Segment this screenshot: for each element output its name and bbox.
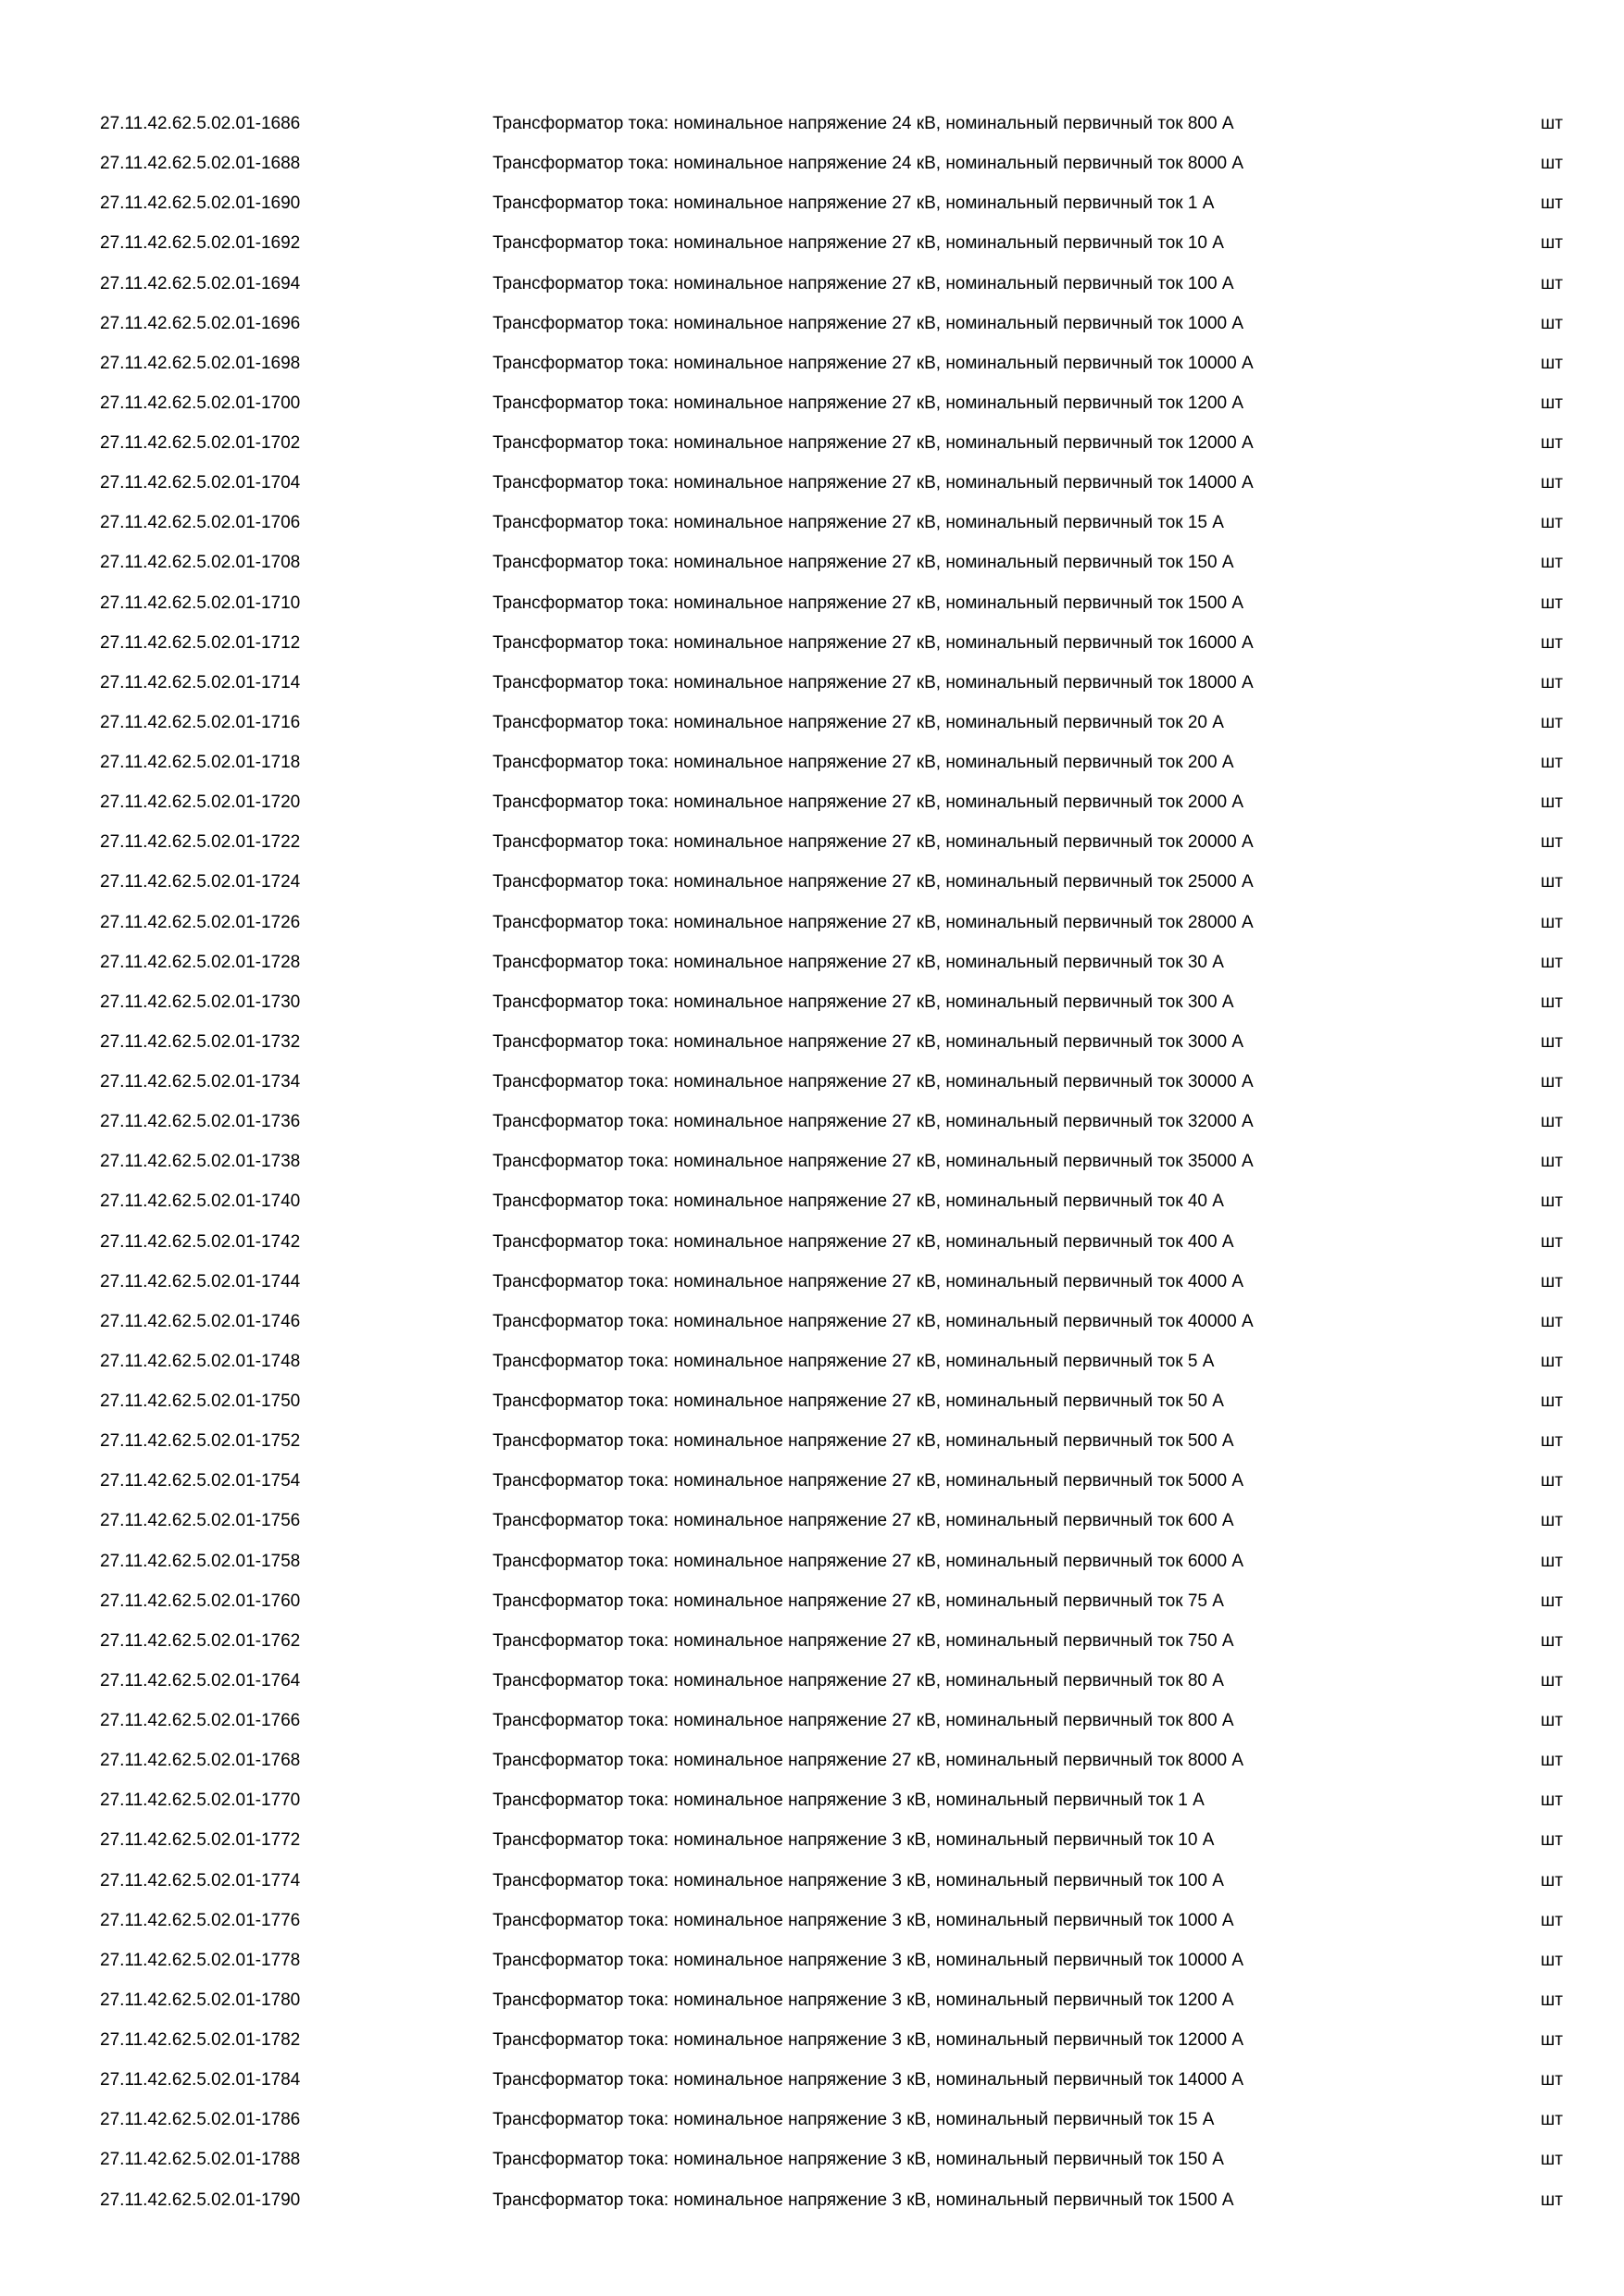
item-unit: шт [1541,1152,1563,1172]
table-row [0,343,1624,383]
item-unit: шт [1541,1391,1563,1411]
item-description: Трансформатор тока: номинальное напряжение 27 кВ, номинальный первичный ток 10000 А [493,353,1254,373]
item-description: Трансформатор тока: номинальное напряжение 27 кВ, номинальный первичный ток 800 А [493,1711,1234,1730]
item-code: 27.11.42.62.5.02.01-1750 [100,1391,301,1411]
item-code: 27.11.42.62.5.02.01-1732 [100,1031,301,1052]
item-unit: шт [1541,1511,1563,1531]
item-code: 27.11.42.62.5.02.01-1746 [100,1311,301,1331]
item-description: Трансформатор тока: номинальное напряжение 27 кВ, номинальный первичный ток 6000 А [493,1551,1244,1571]
item-description: Трансформатор тока: номинальное напряжение 27 кВ, номинальный первичный ток 1200 А [493,393,1244,413]
item-description: Трансформатор тока: номинальное напряжение 24 кВ, номинальный первичный ток 8000 А [493,154,1244,174]
item-unit: шт [1541,1231,1563,1252]
item-unit: шт [1541,193,1563,214]
item-unit: шт [1541,553,1563,573]
item-unit: шт [1541,313,1563,333]
item-unit: шт [1541,1630,1563,1651]
table-row [0,862,1624,902]
table-row [0,742,1624,782]
item-unit: шт [1541,2030,1563,2050]
item-unit: шт [1541,233,1563,254]
item-description: Трансформатор тока: номинальное напряжение 3 кВ, номинальный первичный ток 15 А [493,2110,1215,2130]
table-row [0,782,1624,822]
item-code: 27.11.42.62.5.02.01-1698 [100,353,301,373]
item-code: 27.11.42.62.5.02.01-1720 [100,792,301,813]
item-unit: шт [1541,353,1563,373]
item-unit: шт [1541,2190,1563,2210]
item-code: 27.11.42.62.5.02.01-1700 [100,393,301,413]
item-unit: шт [1541,1791,1563,1811]
item-description: Трансформатор тока: номинальное напряжение 3 кВ, номинальный первичный ток 1000 А [493,1910,1234,1930]
item-code: 27.11.42.62.5.02.01-1692 [100,233,301,254]
item-unit: шт [1541,1830,1563,1851]
item-unit: шт [1541,1192,1563,1212]
item-description: Трансформатор тока: номинальное напряжение 27 кВ, номинальный первичный ток 5000 А [493,1471,1244,1491]
table-row [0,144,1624,183]
item-description: Трансформатор тока: номинальное напряжение 3 кВ, номинальный первичный ток 100 А [493,1870,1224,1890]
item-unit: шт [1541,832,1563,853]
item-description: Трансформатор тока: номинальное напряжение 27 кВ, номинальный первичный ток 750 А [493,1630,1234,1651]
item-code: 27.11.42.62.5.02.01-1766 [100,1711,301,1730]
item-unit: шт [1541,1711,1563,1730]
item-unit: шт [1541,712,1563,732]
item-unit: шт [1541,1751,1563,1771]
item-unit: шт [1541,952,1563,972]
item-code: 27.11.42.62.5.02.01-1782 [100,2030,301,2050]
table-row [0,1381,1624,1421]
item-unit: шт [1541,1990,1563,2010]
table-row [0,583,1624,623]
item-unit: шт [1541,632,1563,653]
item-description: Трансформатор тока: номинальное напряжение 27 кВ, номинальный первичный ток 400 А [493,1231,1234,1252]
item-unit: шт [1541,912,1563,932]
item-description: Трансформатор тока: номинальное напряжение 27 кВ, номинальный первичный ток 80 А [493,1670,1224,1691]
item-description: Трансформатор тока: номинальное напряжение 27 кВ, номинальный первичный ток 5 А [493,1351,1215,1371]
item-code: 27.11.42.62.5.02.01-1694 [100,273,301,293]
item-unit: шт [1541,1591,1563,1611]
table-row [0,223,1624,263]
table-row [0,264,1624,304]
item-description: Трансформатор тока: номинальное напряжение 27 кВ, номинальный первичный ток 10 А [493,233,1224,254]
item-description: Трансформатор тока: номинальное напряжение 27 кВ, номинальный первичный ток 300 А [493,992,1234,1012]
item-code: 27.11.42.62.5.02.01-1788 [100,2150,301,2170]
item-code: 27.11.42.62.5.02.01-1756 [100,1511,301,1531]
item-description: Трансформатор тока: номинальное напряжение 27 кВ, номинальный первичный ток 28000 А [493,912,1254,932]
classifier-table [0,104,1624,2220]
item-code: 27.11.42.62.5.02.01-1710 [100,593,301,613]
table-row [0,2060,1624,2100]
item-description: Трансформатор тока: номинальное напряжение 27 кВ, номинальный первичный ток 75 А [493,1591,1224,1611]
item-description: Трансформатор тока: номинальное напряжение 27 кВ, номинальный первичный ток 12000 А [493,433,1254,453]
table-row [0,1262,1624,1302]
item-description: Трансформатор тока: номинальное напряжение 27 кВ, номинальный первичный ток 2000 А [493,792,1244,813]
table-row [0,383,1624,423]
item-description: Трансформатор тока: номинальное напряжение 27 кВ, номинальный первичный ток 3000 А [493,1031,1244,1052]
table-row [0,1302,1624,1341]
table-row [0,623,1624,663]
table-row [0,1181,1624,1221]
table-row [0,663,1624,703]
table-row [0,1741,1624,1780]
item-code: 27.11.42.62.5.02.01-1704 [100,473,301,493]
item-unit: шт [1541,1551,1563,1571]
item-description: Трансформатор тока: номинальное напряжение 27 кВ, номинальный первичный ток 100 А [493,273,1234,293]
item-unit: шт [1541,393,1563,413]
item-description: Трансформатор тока: номинальное напряжение 27 кВ, номинальный первичный ток 500 А [493,1431,1234,1452]
item-unit: шт [1541,593,1563,613]
item-code: 27.11.42.62.5.02.01-1778 [100,1950,301,1970]
item-description: Трансформатор тока: номинальное напряжение 27 кВ, номинальный первичный ток 20000 А [493,832,1254,853]
item-unit: шт [1541,273,1563,293]
table-row [0,822,1624,862]
table-row [0,942,1624,982]
item-description: Трансформатор тока: номинальное напряжение 3 кВ, номинальный первичный ток 1200 А [493,1990,1234,2010]
item-code: 27.11.42.62.5.02.01-1786 [100,2110,301,2130]
item-code: 27.11.42.62.5.02.01-1688 [100,154,301,174]
table-row [0,423,1624,463]
item-code: 27.11.42.62.5.02.01-1744 [100,1271,301,1292]
item-code: 27.11.42.62.5.02.01-1776 [100,1910,301,1930]
item-code: 27.11.42.62.5.02.01-1764 [100,1670,301,1691]
item-code: 27.11.42.62.5.02.01-1758 [100,1551,301,1571]
table-row [0,2180,1624,2220]
table-row [0,1541,1624,1581]
item-code: 27.11.42.62.5.02.01-1772 [100,1830,301,1851]
item-description: Трансформатор тока: номинальное напряжение 27 кВ, номинальный первичный ток 150 А [493,553,1234,573]
item-code: 27.11.42.62.5.02.01-1690 [100,193,301,214]
item-unit: шт [1541,473,1563,493]
item-description: Трансформатор тока: номинальное напряжение 3 кВ, номинальный первичный ток 14000 А [493,2070,1244,2090]
item-code: 27.11.42.62.5.02.01-1768 [100,1751,301,1771]
item-description: Трансформатор тока: номинальное напряжение 3 кВ, номинальный первичный ток 150 А [493,2150,1224,2170]
item-code: 27.11.42.62.5.02.01-1762 [100,1630,301,1651]
item-unit: шт [1541,672,1563,693]
item-description: Трансформатор тока: номинальное напряжение 27 кВ, номинальный первичный ток 30 А [493,952,1224,972]
item-description: Трансформатор тока: номинальное напряжение 27 кВ, номинальный первичный ток 14000 А [493,473,1254,493]
item-description: Трансформатор тока: номинальное напряжение 27 кВ, номинальный первичный ток 30000 А [493,1072,1254,1092]
item-description: Трансформатор тока: номинальное напряжение 27 кВ, номинальный первичный ток 40000 А [493,1311,1254,1331]
item-description: Трансформатор тока: номинальное напряжение 27 кВ, номинальный первичный ток 40 А [493,1192,1224,1212]
item-unit: шт [1541,114,1563,133]
item-code: 27.11.42.62.5.02.01-1770 [100,1791,301,1811]
item-code: 27.11.42.62.5.02.01-1784 [100,2070,301,2090]
item-unit: шт [1541,1112,1563,1132]
item-code: 27.11.42.62.5.02.01-1752 [100,1431,301,1452]
item-unit: шт [1541,992,1563,1012]
table-row [0,982,1624,1022]
item-description: Трансформатор тока: номинальное напряжение 27 кВ, номинальный первичный ток 15 А [493,513,1224,533]
table-row [0,1102,1624,1142]
item-unit: шт [1541,1431,1563,1452]
item-code: 27.11.42.62.5.02.01-1722 [100,832,301,853]
item-unit: шт [1541,1311,1563,1331]
table-row [0,1861,1624,1901]
item-description: Трансформатор тока: номинальное напряжение 3 кВ, номинальный первичный ток 1 А [493,1791,1205,1811]
item-unit: шт [1541,154,1563,174]
item-code: 27.11.42.62.5.02.01-1738 [100,1152,301,1172]
item-unit: шт [1541,872,1563,892]
table-row [0,304,1624,343]
item-code: 27.11.42.62.5.02.01-1702 [100,433,301,453]
item-description: Трансформатор тока: номинальное напряжение 24 кВ, номинальный первичный ток 800 А [493,114,1234,133]
table-row [0,1940,1624,1980]
item-code: 27.11.42.62.5.02.01-1742 [100,1231,301,1252]
item-code: 27.11.42.62.5.02.01-1748 [100,1351,301,1371]
item-code: 27.11.42.62.5.02.01-1712 [100,632,301,653]
item-description: Трансформатор тока: номинальное напряжение 27 кВ, номинальный первичный ток 8000 А [493,1751,1244,1771]
item-code: 27.11.42.62.5.02.01-1736 [100,1112,301,1132]
item-unit: шт [1541,1950,1563,1970]
item-description: Трансформатор тока: номинальное напряжение 27 кВ, номинальный первичный ток 20 А [493,712,1224,732]
item-code: 27.11.42.62.5.02.01-1740 [100,1192,301,1212]
item-unit: шт [1541,1670,1563,1691]
item-code: 27.11.42.62.5.02.01-1686 [100,114,301,133]
item-description: Трансформатор тока: номинальное напряжение 3 кВ, номинальный первичный ток 12000 А [493,2030,1244,2050]
item-unit: шт [1541,1351,1563,1371]
table-row [0,1501,1624,1541]
item-code: 27.11.42.62.5.02.01-1728 [100,952,301,972]
item-unit: шт [1541,1031,1563,1052]
table-row [0,183,1624,223]
item-unit: шт [1541,792,1563,813]
item-description: Трансформатор тока: номинальное напряжение 27 кВ, номинальный первичный ток 35000 А [493,1152,1254,1172]
table-row [0,1022,1624,1062]
table-row [0,1621,1624,1661]
item-code: 27.11.42.62.5.02.01-1760 [100,1591,301,1611]
item-code: 27.11.42.62.5.02.01-1726 [100,912,301,932]
table-row [0,1980,1624,2020]
item-code: 27.11.42.62.5.02.01-1734 [100,1072,301,1092]
item-code: 27.11.42.62.5.02.01-1724 [100,872,301,892]
item-code: 27.11.42.62.5.02.01-1718 [100,753,301,772]
item-unit: шт [1541,1471,1563,1491]
item-description: Трансформатор тока: номинальное напряжение 27 кВ, номинальный первичный ток 1500 А [493,593,1244,613]
item-unit: шт [1541,2110,1563,2130]
item-code: 27.11.42.62.5.02.01-1696 [100,313,301,333]
table-row [0,1820,1624,1860]
item-description: Трансформатор тока: номинальное напряжение 3 кВ, номинальный первичный ток 1500 А [493,2190,1234,2210]
table-row [0,503,1624,543]
table-row [0,1901,1624,1940]
table-row [0,1421,1624,1461]
item-code: 27.11.42.62.5.02.01-1790 [100,2190,301,2210]
item-code: 27.11.42.62.5.02.01-1706 [100,513,301,533]
item-unit: шт [1541,2150,1563,2170]
item-code: 27.11.42.62.5.02.01-1708 [100,553,301,573]
item-unit: шт [1541,433,1563,453]
table-row [0,1142,1624,1181]
item-code: 27.11.42.62.5.02.01-1714 [100,672,301,693]
item-description: Трансформатор тока: номинальное напряжение 27 кВ, номинальный первичный ток 600 А [493,1511,1234,1531]
table-row [0,2020,1624,2060]
table-row [0,2140,1624,2179]
table-row [0,903,1624,942]
table-row [0,463,1624,503]
table-row [0,703,1624,742]
item-description: Трансформатор тока: номинальное напряжение 27 кВ, номинальный первичный ток 32000 А [493,1112,1254,1132]
item-unit: шт [1541,1910,1563,1930]
table-row [0,1780,1624,1820]
item-description: Трансформатор тока: номинальное напряжение 3 кВ, номинальный первичный ток 10000 А [493,1950,1244,1970]
table-row [0,104,1624,144]
table-row [0,1581,1624,1621]
item-unit: шт [1541,2070,1563,2090]
item-unit: шт [1541,1072,1563,1092]
table-row [0,1062,1624,1102]
item-code: 27.11.42.62.5.02.01-1754 [100,1471,301,1491]
item-description: Трансформатор тока: номинальное напряжение 3 кВ, номинальный первичный ток 10 А [493,1830,1215,1851]
item-description: Трансформатор тока: номинальное напряжение 27 кВ, номинальный первичный ток 4000 А [493,1271,1244,1292]
item-unit: шт [1541,1271,1563,1292]
table-row [0,1461,1624,1501]
table-row [0,543,1624,582]
table-row [0,1341,1624,1381]
table-row [0,1661,1624,1701]
item-unit: шт [1541,753,1563,772]
item-description: Трансформатор тока: номинальное напряжение 27 кВ, номинальный первичный ток 16000 А [493,632,1254,653]
item-unit: шт [1541,513,1563,533]
item-description: Трансформатор тока: номинальное напряжение 27 кВ, номинальный первичный ток 200 А [493,753,1234,772]
item-code: 27.11.42.62.5.02.01-1730 [100,992,301,1012]
item-description: Трансформатор тока: номинальное напряжение 27 кВ, номинальный первичный ток 50 А [493,1391,1224,1411]
item-code: 27.11.42.62.5.02.01-1774 [100,1870,301,1890]
item-code: 27.11.42.62.5.02.01-1716 [100,712,301,732]
item-description: Трансформатор тока: номинальное напряжение 27 кВ, номинальный первичный ток 18000 А [493,672,1254,693]
table-row [0,2100,1624,2140]
item-description: Трансформатор тока: номинальное напряжение 27 кВ, номинальный первичный ток 1000 А [493,313,1244,333]
item-unit: шт [1541,1870,1563,1890]
item-description: Трансформатор тока: номинальное напряжение 27 кВ, номинальный первичный ток 1 А [493,193,1215,214]
table-row [0,1222,1624,1262]
table-row [0,1701,1624,1741]
item-code: 27.11.42.62.5.02.01-1780 [100,1990,301,2010]
item-description: Трансформатор тока: номинальное напряжение 27 кВ, номинальный первичный ток 25000 А [493,872,1254,892]
